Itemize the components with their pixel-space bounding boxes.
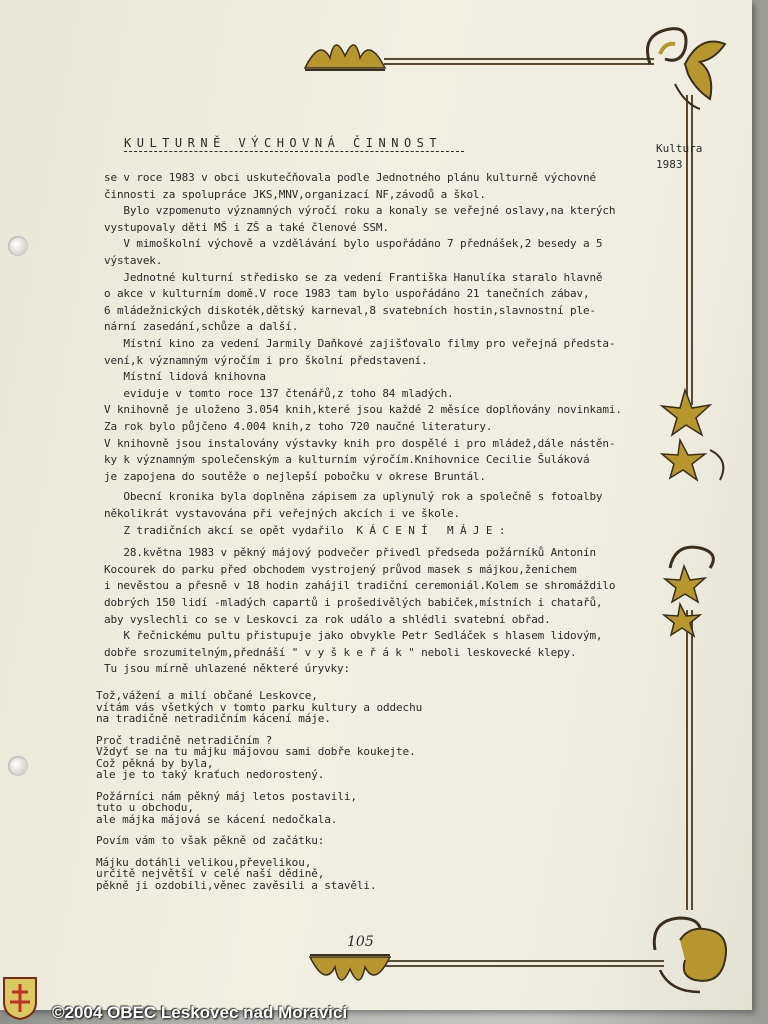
frame-line-top-2 — [384, 63, 654, 65]
body-line: je zapojena do soutěže o nejlepší pobočku v okrese Bruntál. — [104, 469, 486, 483]
body-line: činnosti za spolupráce JKS,MNV,organizací NF,závodů a škol. — [104, 187, 486, 201]
page-title: KULTURNĚ VÝCHOVNÁ ČINNOST — [124, 136, 443, 150]
body-line: i nevěstou a přesně v 18 hodin zahájil tradiční ceremoniál.Kolem se shromáždilo — [104, 579, 616, 593]
poem-line: Tož,vážení a milí občané Leskovce, — [96, 689, 318, 702]
body-line: V mimoškolní výchově a vzdělávání bylo uspořádáno 7 přednášek,2 besedy a 5 — [104, 237, 603, 251]
body-line: aby vyslechli co se v Leskovci za rok událo a shlédli svatební obřad. — [104, 612, 551, 626]
page-number: 105 — [347, 934, 374, 950]
ornament-right-lower-icon — [650, 538, 740, 638]
title-underline — [124, 151, 464, 152]
poem-stanza — [96, 857, 376, 892]
body-line: V knihovně jsou instalovány výstavky knih pro dospělé i pro mládež,dále nástěn- — [104, 436, 616, 450]
ornament-top-right-icon — [630, 14, 740, 114]
body-line: Místní kino za vedení Jarmily Daňkové zajišťovalo filmy pro veřejná předsta- — [104, 337, 616, 350]
poem-line: pěkně ji ozdobili,věnec zavěsili a stavěli. — [96, 878, 377, 892]
body-line: o akce v kulturním domě.V roce 1983 tam bylo uspořádáno 21 tanečních zábav, — [104, 287, 590, 301]
poem-stanza — [96, 791, 357, 826]
side-label — [656, 141, 702, 173]
poem-line: ale je to taký kraťuch nedorostený. — [96, 768, 325, 781]
footer — [0, 1000, 768, 1024]
poem-line: určitě největší v celé naší dědině, — [96, 867, 325, 880]
frame-line-right-4 — [691, 610, 693, 910]
body-line: dobře srozumitelným,přednáší " v y š k e ř á k " neboli leskovecké klepy. — [104, 645, 577, 659]
body-line: několikrát vystavována při veřejných akcích i ve škole. — [104, 507, 460, 520]
side-label-line2: 1983 — [656, 158, 683, 171]
body-line: Kocourek do parku před obchodem vystrojený průvod masek s májkou,ženichem — [104, 562, 577, 576]
body-line: Bylo vzpomenuto významných výročí roku a konaly se veřejné oslavy,na kterých — [104, 204, 616, 218]
ornament-right-upper-icon — [650, 380, 740, 490]
poem-stanza — [96, 735, 416, 781]
body-line: Místní lidová knihovna — [104, 370, 266, 384]
frame-line-top-1 — [384, 58, 654, 60]
body-line: 28.května 1983 v pěkný májový podvečer přivedl předseda požárníků Antonín — [104, 546, 596, 560]
body-line: výstavek. — [104, 254, 163, 267]
poem-line: na tradičně netradičním kácení máje. — [96, 712, 331, 725]
body-line: dobrých 150 lidí -mladých capartů i prošedivělých babiček,místních i chatařů, — [104, 596, 603, 609]
poem-line: Proč tradičně netradičním ? — [96, 733, 273, 747]
frame-line-bottom-2 — [384, 965, 664, 967]
ornament-bottom-right-icon — [640, 900, 745, 1000]
body-line: Z tradičních akcí se opět vydařilo K Á C E N Í M Á J E : — [104, 523, 506, 537]
body-line: vení,k významným výročím i pro školní představení. — [104, 353, 428, 367]
poem-line: Vždyť se na tu májku májovou sami dobře koukejte. — [96, 745, 416, 758]
body-line: Obecní kronika byla doplněna zápisem za uplynulý rok a společně s fotoalby — [104, 490, 603, 504]
body-line: vystupovaly děti MŠ i ZŠ a také členové SSM. — [104, 220, 389, 234]
ornament-bottom-center-icon — [305, 945, 395, 995]
punch-hole-top — [8, 236, 28, 256]
frame-line-right-3 — [686, 610, 688, 910]
body-line: ky k významným společenským a kulturním výročím.Knihovnice Cecilie Šuláková — [104, 453, 590, 467]
body-line: evidujе v tomto roce 137 čtenářů,z toho 84 mladých. — [104, 386, 454, 400]
body-line: 6 mládežnických diskoték,dětský karneval,8 svatebních hostin,slavnostní ple- — [104, 303, 596, 317]
copyright-text: ©2004 OBEC Leskovec nad Moravicí — [52, 1003, 348, 1022]
poem-stanza — [96, 835, 324, 847]
poem-line: tuto u obchodu, — [96, 801, 194, 814]
punch-hole-bottom — [8, 756, 28, 776]
poem-line: Což pěkná by byla, — [96, 756, 214, 770]
body-line: Tu jsou mírně uhlazené některé úryvky: — [104, 662, 350, 676]
body-line: nární zasedání,schůze a další. — [104, 320, 299, 334]
poem-stanza — [96, 690, 422, 725]
body-line: se v roce 1983 v obci uskutečňovala podle Jednotného plánu kulturně výchovné — [104, 171, 596, 184]
poem-line: vítám vás všetkých v tomto parku kultury a oddechu — [96, 700, 423, 714]
body-line: V knihovně je uloženo 3.054 knih,které jsou každé 2 měsíce doplňovány novinkami. — [104, 403, 622, 417]
ornament-top-center-icon — [300, 28, 390, 78]
frame-line-bottom-1 — [384, 960, 664, 962]
poem-line: Povím vám to však pěkně od začátku: — [96, 834, 325, 847]
body-line: Jednotné kulturní středisko se za vedení Františka Hanulíka staralo hlavně — [104, 270, 603, 284]
poem-line: Májku dotáhli velikou,převelikou, — [96, 855, 312, 869]
poem-line: ale májka májová se kácení nedočkala. — [96, 812, 338, 826]
poem-line: Požárníci nám pěkný máj letos postavili, — [96, 789, 357, 803]
side-label-line1: Kultura — [656, 142, 703, 155]
body-line: K řečnickému pultu přistupuje jako obvykle Petr Sedláček s hlasem lidovým, — [104, 629, 603, 643]
body-line: Za rok bylo půjčeno 4.004 knih,z toho 720 naučné literatury. — [104, 420, 493, 433]
